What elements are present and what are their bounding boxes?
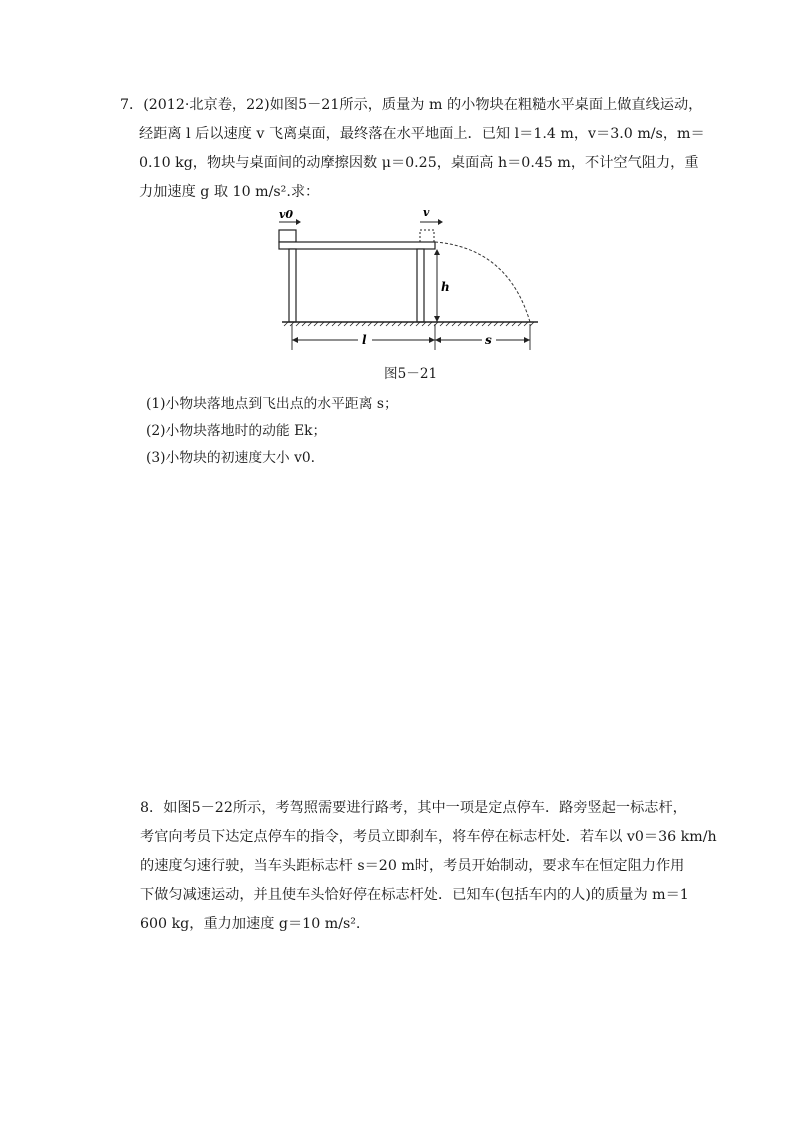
- figure-5-21: [270, 198, 550, 356]
- v-arrowhead: [438, 219, 443, 225]
- v0-label: v0: [279, 208, 294, 221]
- table-leg-right: [417, 249, 424, 322]
- problem-8-line-1: 8．如图5－22所示，考驾照需要进行路考，其中一项是定点停车．路旁竖起一标志杆，: [140, 800, 687, 816]
- problem-7-line-4: 力加速度 g 取 10 m/s².求：: [139, 184, 320, 200]
- l-arrow-left: [292, 337, 298, 343]
- problem-8-line-5: 600 kg，重力加速度 g＝10 m/s².: [140, 916, 361, 932]
- l-arrow-right: [429, 337, 435, 343]
- h-arrow-bottom: [434, 316, 440, 322]
- problem-7-line-1: 7．(2012·北京卷，22)如图5－21所示，质量为 m 的小物块在粗糙水平桌面上做直线运动，: [120, 97, 703, 113]
- s-arrow-left: [435, 337, 441, 343]
- problem-8-text: [140, 794, 717, 939]
- h-arrow-top: [434, 249, 440, 255]
- question-1: (1)小物块落地点到飞出点的水平距离 s；: [146, 396, 398, 412]
- v0-arrowhead: [296, 219, 301, 225]
- block: [279, 230, 296, 242]
- problem-7-text: [120, 91, 705, 207]
- v-label: v: [423, 206, 430, 219]
- figure-caption: 图5－21: [384, 366, 438, 382]
- s-arrow-right: [524, 337, 530, 343]
- problem-8-line-4: 下做匀减速运动，并且使车头恰好停在标志杆处．已知车(包括车内的人)的质量为 m＝1: [140, 887, 689, 903]
- h-label: h: [441, 280, 450, 294]
- dashed-block: [420, 230, 434, 242]
- table-leg-left: [289, 249, 296, 322]
- problem-8-line-3: 的速度匀速行驶，当车头距标志杆 s＝20 m时，考员开始制动，要求车在恒定阻力作用: [140, 858, 685, 874]
- question-3: (3)小物块的初速度大小 v0.: [146, 450, 316, 466]
- problem-7-line-3: 0.10 kg，物块与桌面间的动摩擦因数 μ＝0.25，桌面高 h＝0.45 m，不计空气阻力，重: [139, 155, 699, 171]
- l-label: l: [362, 333, 367, 347]
- s-label: s: [485, 333, 492, 347]
- problem-8-line-2: 考官向考员下达定点停车的指令，考员立即刹车，将车停在标志杆处．若车以 v0＝36 km/h: [140, 829, 717, 845]
- question-2: (2)小物块落地时的动能 Ek；: [146, 423, 327, 439]
- table-top: [279, 242, 435, 249]
- problem-7-line-2: 经距离 l 后以速度 v 飞离桌面，最终落在水平地面上．已知 l＝1.4 m，v＝3.0 m/s，m＝: [139, 126, 705, 142]
